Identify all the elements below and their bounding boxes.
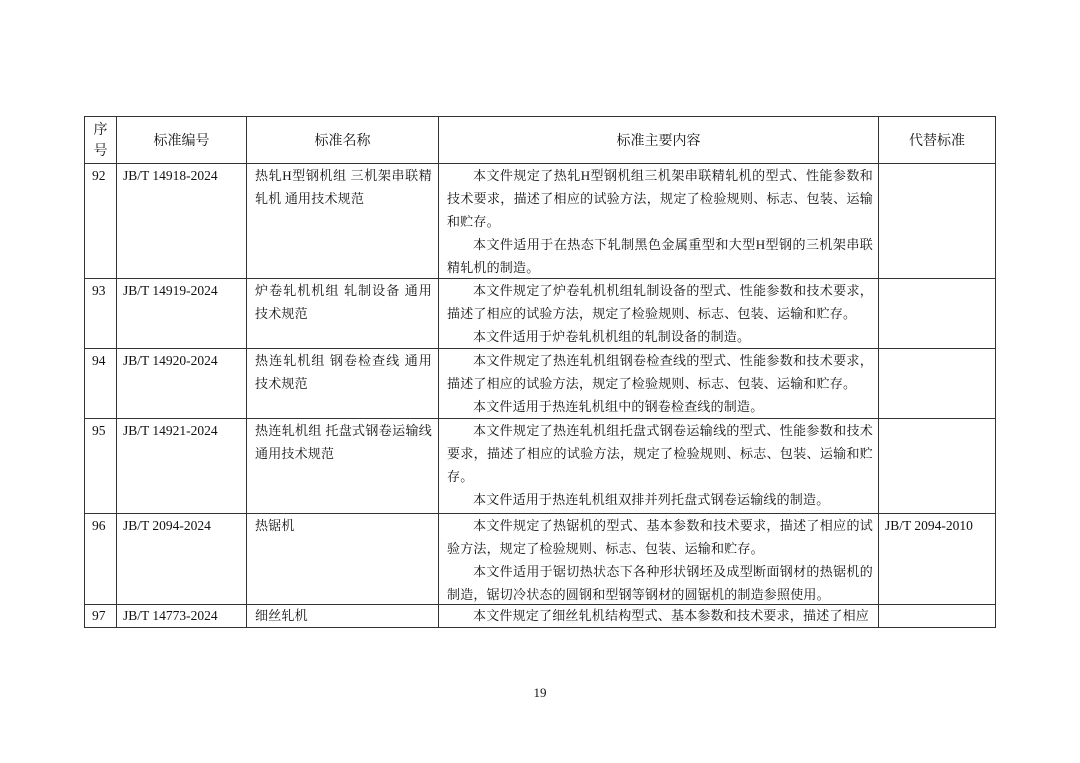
standard-name: 炉卷轧机机组 轧制设备 通用技术规范 bbox=[255, 283, 432, 321]
standard-code-cell bbox=[117, 279, 247, 349]
content-paragraph: 本文件适用于在热态下轧制黑色金属重型和大型H型钢的三机架串联精轧机的制造。 bbox=[447, 237, 873, 275]
standard-code-cell bbox=[117, 514, 247, 605]
row-seq-cell bbox=[85, 605, 117, 628]
header-name bbox=[247, 117, 439, 164]
content-paragraph: 本文件适用于锯切热状态下各种形状钢坯及成型断面钢材的热锯机的制造，锯切冷状态的圆钢和型钢等钢材的圆锯机的制造参照使用。 bbox=[447, 564, 873, 602]
table-row bbox=[85, 419, 996, 514]
standard-code-cell bbox=[117, 164, 247, 279]
content-paragraph: 本文件规定了炉卷轧机机组轧制设备的型式、性能参数和技术要求，描述了相应的试验方法，规定了检验规则、标志、包装、运输和贮存。 bbox=[447, 283, 873, 321]
row-seq-cell bbox=[85, 349, 117, 419]
standard-name: 细丝轧机 bbox=[255, 608, 308, 623]
replaced-standard-cell bbox=[879, 279, 996, 349]
replaced-standard: JB/T 2094-2010 bbox=[885, 518, 973, 533]
row-seq: 97 bbox=[92, 608, 106, 623]
standard-name: 热连轧机组 托盘式钢卷运输线 通用技术规范 bbox=[255, 423, 432, 461]
row-seq: 94 bbox=[92, 353, 106, 368]
table-row bbox=[85, 164, 996, 279]
standard-code-cell bbox=[117, 605, 247, 628]
replaced-standard bbox=[879, 605, 995, 627]
standard-content-cell bbox=[439, 419, 879, 514]
table-row bbox=[85, 605, 996, 628]
standard-name-cell bbox=[247, 419, 439, 514]
standard-content-cell bbox=[439, 605, 879, 628]
standard-name-cell bbox=[247, 279, 439, 349]
row-seq-cell bbox=[85, 514, 117, 605]
header-content bbox=[439, 117, 879, 164]
standard-code: JB/T 14919-2024 bbox=[123, 283, 218, 298]
row-seq: 92 bbox=[92, 168, 106, 183]
standard-content bbox=[439, 514, 878, 604]
standard-content bbox=[439, 349, 878, 418]
table-row bbox=[85, 349, 996, 419]
row-seq: 96 bbox=[92, 518, 106, 533]
header-code-label: 标准编号 bbox=[153, 131, 210, 148]
content-paragraph: 本文件适用于热连轧机组中的钢卷检查线的制造。 bbox=[473, 399, 764, 414]
standard-name: 热连轧机组 钢卷检查线 通用技术规范 bbox=[255, 353, 432, 391]
content-paragraph: 本文件规定了热连轧机组托盘式钢卷运输线的型式、性能参数和技术要求，描述了相应的试验方法，规定了检验规则、标志、包装、运输和贮存。 bbox=[447, 423, 873, 484]
replaced-standard bbox=[879, 349, 995, 418]
standard-code: JB/T 14921-2024 bbox=[123, 423, 218, 438]
table-row bbox=[85, 514, 996, 605]
header-content-label: 标准主要内容 bbox=[616, 131, 701, 148]
standard-name-cell bbox=[247, 605, 439, 628]
standard-code: JB/T 14920-2024 bbox=[123, 353, 218, 368]
content-paragraph: 本文件规定了热锯机的型式、基本参数和技术要求，描述了相应的试验方法，规定了检验规则、标志、包装、运输和贮存。 bbox=[447, 518, 873, 556]
standard-code: JB/T 14918-2024 bbox=[123, 168, 218, 183]
page-number: 19 bbox=[533, 685, 547, 700]
standards-table bbox=[84, 116, 996, 628]
standard-name-cell bbox=[247, 349, 439, 419]
table-row bbox=[85, 279, 996, 349]
standard-code-cell bbox=[117, 349, 247, 419]
row-seq-cell bbox=[85, 419, 117, 514]
row-seq: 93 bbox=[92, 283, 106, 298]
header-code bbox=[117, 117, 247, 164]
header-replaces-label: 代替标准 bbox=[909, 131, 965, 148]
standard-content bbox=[439, 419, 878, 513]
standard-content-cell bbox=[439, 164, 879, 279]
standard-content-cell bbox=[439, 349, 879, 419]
standard-content bbox=[439, 279, 878, 348]
replaced-standard-cell bbox=[879, 605, 996, 628]
standard-name-cell bbox=[247, 164, 439, 279]
standard-code-cell bbox=[117, 419, 247, 514]
replaced-standard bbox=[879, 279, 995, 348]
replaced-standard bbox=[879, 419, 995, 513]
content-paragraph: 本文件规定了热轧H型钢机组三机架串联精轧机的型式、性能参数和技术要求，描述了相应的试验方法，规定了检验规则、标志、包装、运输和贮存。 bbox=[447, 168, 873, 229]
row-seq-cell bbox=[85, 164, 117, 279]
standard-name: 热锯机 bbox=[255, 518, 295, 533]
header-seq bbox=[85, 117, 117, 164]
replaced-standard-cell bbox=[879, 349, 996, 419]
header-seq-label: 序号 bbox=[93, 121, 108, 158]
standard-content-cell bbox=[439, 514, 879, 605]
standard-code: JB/T 14773-2024 bbox=[123, 608, 218, 623]
row-seq: 95 bbox=[92, 423, 106, 438]
standard-content-cell bbox=[439, 279, 879, 349]
content-paragraph: 本文件规定了细丝轧机结构型式、基本参数和技术要求，描述了相应 bbox=[473, 608, 870, 623]
replaced-standard-cell bbox=[879, 514, 996, 605]
table-header-row bbox=[85, 117, 996, 164]
row-seq-cell bbox=[85, 279, 117, 349]
standard-name: 热轧H型钢机组 三机架串联精轧机 通用技术规范 bbox=[255, 168, 432, 206]
standard-content bbox=[439, 164, 878, 278]
replaced-standard-cell bbox=[879, 419, 996, 514]
header-name-label: 标准名称 bbox=[314, 131, 371, 148]
content-paragraph: 本文件规定了热连轧机组钢卷检查线的型式、性能参数和技术要求，描述了相应的试验方法，规定了检验规则、标志、包装、运输和贮存。 bbox=[447, 353, 873, 391]
standard-content bbox=[439, 605, 878, 627]
content-paragraph: 本文件适用于炉卷轧机机组的轧制设备的制造。 bbox=[473, 329, 751, 344]
replaced-standard-cell bbox=[879, 164, 996, 279]
standard-code: JB/T 2094-2024 bbox=[123, 518, 211, 533]
header-replaces bbox=[879, 117, 996, 164]
standard-name-cell bbox=[247, 514, 439, 605]
content-paragraph: 本文件适用于热连轧机组双排并列托盘式钢卷运输线的制造。 bbox=[473, 492, 830, 507]
replaced-standard bbox=[879, 164, 995, 278]
